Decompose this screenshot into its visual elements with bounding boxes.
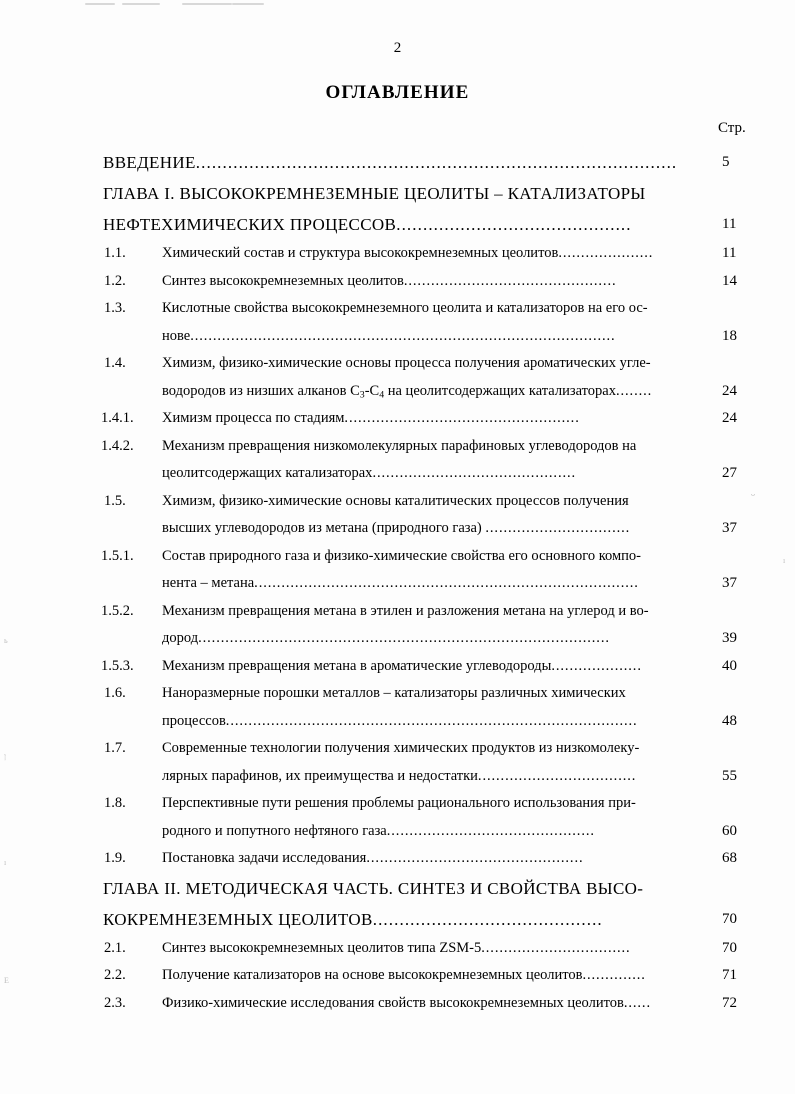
toc-entry-line	[103, 147, 715, 178]
toc-entry-text: ВВЕДЕНИЕ	[103, 153, 196, 172]
toc-entry-text: Механизм превращения метана в ароматические углеводороды	[162, 657, 552, 674]
toc-leader-dots: ...................................	[477, 767, 637, 784]
toc-entry-text: Постановка задачи исследования	[162, 850, 367, 866]
page-number: 2	[393, 40, 402, 56]
toc-page-number: 24	[722, 410, 737, 426]
toc-entry-line	[162, 240, 715, 268]
toc-page-number: 18	[722, 327, 737, 344]
toc-page-number: 11	[722, 216, 737, 232]
toc-entry-line	[162, 763, 715, 791]
toc-entry-number: 1.5.	[104, 492, 126, 509]
toc-page-number: 24	[722, 382, 737, 399]
scan-artifact-segment	[122, 3, 160, 5]
toc-chapter-row	[0, 178, 795, 240]
toc-page-number: 72	[722, 994, 737, 1011]
toc-entry-row	[0, 488, 795, 543]
toc-entry-text: дород	[162, 630, 199, 646]
toc-entry-line	[162, 708, 715, 736]
toc-entry-text: ГЛАВА II. МЕТОДИЧЕСКАЯ ЧАСТЬ. СИНТЕЗ И СВОЙСТВА ВЫСО-	[103, 878, 644, 898]
toc-entry-text: родного и попутного нефтяного газа	[162, 822, 387, 839]
toc-page-number: 55	[722, 767, 737, 784]
toc-entry-text: Механизм превращения низкомолекулярных парафиновых углеводородов на	[162, 437, 637, 454]
toc-entry-text: процессов	[162, 712, 226, 729]
toc-leader-dots: .................................	[481, 939, 631, 956]
toc-page-number: 37	[722, 520, 737, 536]
scan-margin-mark: ı	[4, 858, 7, 867]
toc-entry-line	[162, 598, 715, 626]
toc-entry-text: водородов из низших алканов $С_3-С_4$ на цеолитсодержащих катализаторах	[162, 382, 616, 401]
toc-entry-line	[162, 790, 715, 818]
toc-entry-text: лярных парафинов, их преимущества и недостатки	[162, 767, 478, 784]
scan-margin-mark: Е	[4, 976, 9, 985]
toc-entry-line	[162, 323, 715, 351]
scan-margin-mark: ᴗ	[751, 489, 755, 498]
toc-entry-number: 1.4.	[104, 355, 126, 371]
toc-leader-dots: ...........................................................................................	[198, 630, 610, 646]
toc-entry-line	[162, 405, 715, 433]
toc-leader-dots: ...........................................	[372, 909, 603, 929]
toc-entry-row	[0, 962, 795, 990]
toc-entry-text: Синтез высококремнеземных цеолитов	[162, 272, 404, 289]
toc-entry-line	[103, 873, 715, 904]
toc-page-number: 60	[722, 822, 737, 839]
toc-leader-dots: ...............................................	[403, 272, 617, 289]
toc-page-number: 48	[722, 712, 737, 729]
toc-leader-dots: .....................................................................................	[254, 575, 639, 591]
toc-page-number: 5	[722, 154, 730, 170]
toc-entry-text: КОКРЕМНЕЗЕМНЫХ ЦЕОЛИТОВ	[103, 909, 373, 929]
toc-entry-text: ГЛАВА I. ВЫСОКОКРЕМНЕЗЕМНЫЕ ЦЕОЛИТЫ – КАТАЛИЗАТОРЫ	[103, 184, 646, 203]
toc-entry-text: нове	[162, 327, 191, 344]
toc-entry-line	[103, 178, 715, 209]
toc-leader-dots: ................................................	[366, 850, 584, 866]
toc-entry-number: 1.7.	[104, 740, 126, 756]
toc-entry-line	[162, 570, 715, 598]
toc-page-number: 11	[722, 245, 737, 261]
toc-entry-line	[162, 990, 715, 1018]
toc-page-number: 71	[722, 967, 737, 983]
toc-entry-row	[0, 268, 795, 296]
scan-artifact-segment	[85, 3, 115, 5]
toc-entry-text: НЕФТЕХИМИЧЕСКИХ ПРОЦЕССОВ	[103, 215, 397, 234]
toc-entry-number: 1.1.	[104, 245, 126, 261]
toc-entry-row	[0, 935, 795, 963]
toc-page-number: 37	[722, 575, 737, 591]
toc-entry-number: 1.2.	[104, 272, 126, 289]
toc-page-number: 68	[722, 850, 737, 866]
toc-chapter-row	[0, 147, 795, 178]
toc-entry-text: Кислотные свойства высококремнеземного цеолита и катализаторов на его ос-	[162, 300, 648, 316]
toc-entry-row	[0, 433, 795, 488]
toc-entry-line	[162, 653, 715, 681]
page-title: ОГЛАВЛЕНИЕ	[325, 82, 470, 103]
toc-entry-line	[162, 488, 715, 516]
toc-entry-row	[0, 990, 795, 1018]
toc-leader-dots: ..............	[582, 967, 646, 983]
toc-entry-text: Механизм превращения метана в этилен и разложения метана на углерод и во-	[162, 602, 649, 619]
toc-entry-number: 1.8.	[104, 795, 126, 811]
toc-entry-number: 1.6.	[104, 685, 126, 701]
toc-entry-text: Наноразмерные порошки металлов – катализаторы различных химических	[162, 685, 626, 701]
toc-entry-number: 1.5.3.	[101, 657, 134, 674]
toc-entry-line	[162, 625, 715, 653]
toc-page-number: 70	[722, 939, 737, 956]
scan-margin-mark: ן	[4, 752, 7, 761]
toc-entry-line	[162, 735, 715, 763]
toc-entry-text: Синтез высококремнеземных цеолитов типа ZSM-5	[162, 939, 482, 956]
toc-entry-number: 1.9.	[104, 850, 126, 866]
toc-leader-dots: ...........................................................................................	[225, 712, 638, 729]
toc-entry-line	[162, 818, 715, 846]
toc-entry-number: 1.5.2.	[101, 602, 134, 619]
toc-entry-line	[162, 962, 715, 990]
toc-entry-line	[162, 378, 715, 406]
toc-entry-line	[162, 350, 715, 378]
toc-entry-row	[0, 405, 795, 433]
scan-artifact-segment	[232, 3, 264, 5]
toc-entry-text: Химизм, физико-химические основы процесса получения ароматических угле-	[162, 355, 651, 371]
toc-entry-line	[162, 515, 715, 543]
toc-entry-line	[162, 268, 715, 296]
toc-entry-line	[162, 295, 715, 323]
toc-entry-line	[162, 460, 715, 488]
toc-entry-row	[0, 845, 795, 873]
toc-entry-row	[0, 543, 795, 598]
toc-entry-row	[0, 240, 795, 268]
toc-entry-line	[103, 209, 715, 240]
toc-entry-text: Состав природного газа и физико-химические свойства его основного компо-	[162, 547, 642, 564]
toc-entry-text: Получение катализаторов на основе высококремнеземных цеолитов	[162, 967, 583, 983]
toc-leader-dots: ..........................................................................................	[195, 153, 678, 172]
toc-entry-row	[0, 350, 795, 405]
toc-entry-text: нента – метана	[162, 575, 255, 591]
toc-leader-dots: ................................	[485, 520, 631, 536]
table-of-contents	[0, 147, 795, 1017]
toc-leader-dots: ....................................................	[344, 410, 580, 426]
toc-entry-row	[0, 598, 795, 653]
toc-page-number: 14	[722, 272, 737, 289]
toc-entry-row	[0, 680, 795, 735]
toc-entry-number: 2.2.	[104, 967, 126, 983]
toc-entry-text: Перспективные пути решения проблемы рационального использования при-	[162, 795, 636, 811]
toc-page-number: 70	[722, 910, 737, 927]
toc-entry-row	[0, 735, 795, 790]
toc-page-number: 40	[722, 657, 737, 674]
toc-entry-row	[0, 653, 795, 681]
scan-margin-mark: ı	[783, 556, 786, 565]
toc-entry-text: Химизм, физико-химические основы каталитических процессов получения	[162, 492, 629, 509]
page-column-header: Стр.	[718, 120, 746, 136]
toc-entry-line	[162, 845, 715, 873]
toc-leader-dots: ..............................................	[386, 822, 595, 839]
toc-entry-line	[162, 433, 715, 461]
toc-entry-text: высших углеводородов из метана (природного газа)	[162, 520, 486, 536]
toc-entry-line	[162, 680, 715, 708]
toc-page-number: 27	[722, 465, 737, 481]
toc-entry-line	[103, 904, 715, 935]
toc-leader-dots: .............................................	[372, 465, 577, 481]
toc-entry-text: Химизм процесса по стадиям	[162, 410, 345, 426]
toc-page-number: 39	[722, 630, 737, 646]
toc-leader-dots: ........	[615, 382, 653, 399]
toc-chapter-row	[0, 873, 795, 935]
scan-artifact-segment	[182, 3, 232, 5]
toc-entry-text: Физико-химические исследования свойств высококремнеземных цеолитов	[162, 994, 624, 1011]
toc-leader-dots: ..............................................................................................	[190, 327, 616, 344]
toc-entry-number: 2.3.	[104, 994, 126, 1011]
toc-leader-dots: ....................	[551, 657, 642, 674]
toc-entry-text: цеолитсодержащих катализаторах	[162, 465, 373, 481]
toc-entry-line	[162, 935, 715, 963]
toc-entry-number: 2.1.	[104, 939, 126, 956]
scan-margin-mark: ь	[4, 636, 8, 645]
toc-entry-row	[0, 295, 795, 350]
toc-entry-number: 1.3.	[104, 300, 126, 316]
toc-entry-row	[0, 790, 795, 845]
toc-leader-dots: ............................................	[396, 215, 632, 234]
toc-entry-text: Современные технологии получения химических продуктов из низкомолеку-	[162, 740, 640, 756]
toc-entry-number: 1.5.1.	[101, 547, 134, 564]
toc-leader-dots: ......	[623, 994, 651, 1011]
toc-entry-number: 1.4.2.	[101, 437, 134, 454]
toc-entry-text: Химический состав и структура высококремнеземных цеолитов	[162, 245, 559, 261]
toc-leader-dots: .....................	[558, 245, 654, 261]
toc-entry-number: 1.4.1.	[101, 410, 134, 426]
toc-entry-line	[162, 543, 715, 571]
